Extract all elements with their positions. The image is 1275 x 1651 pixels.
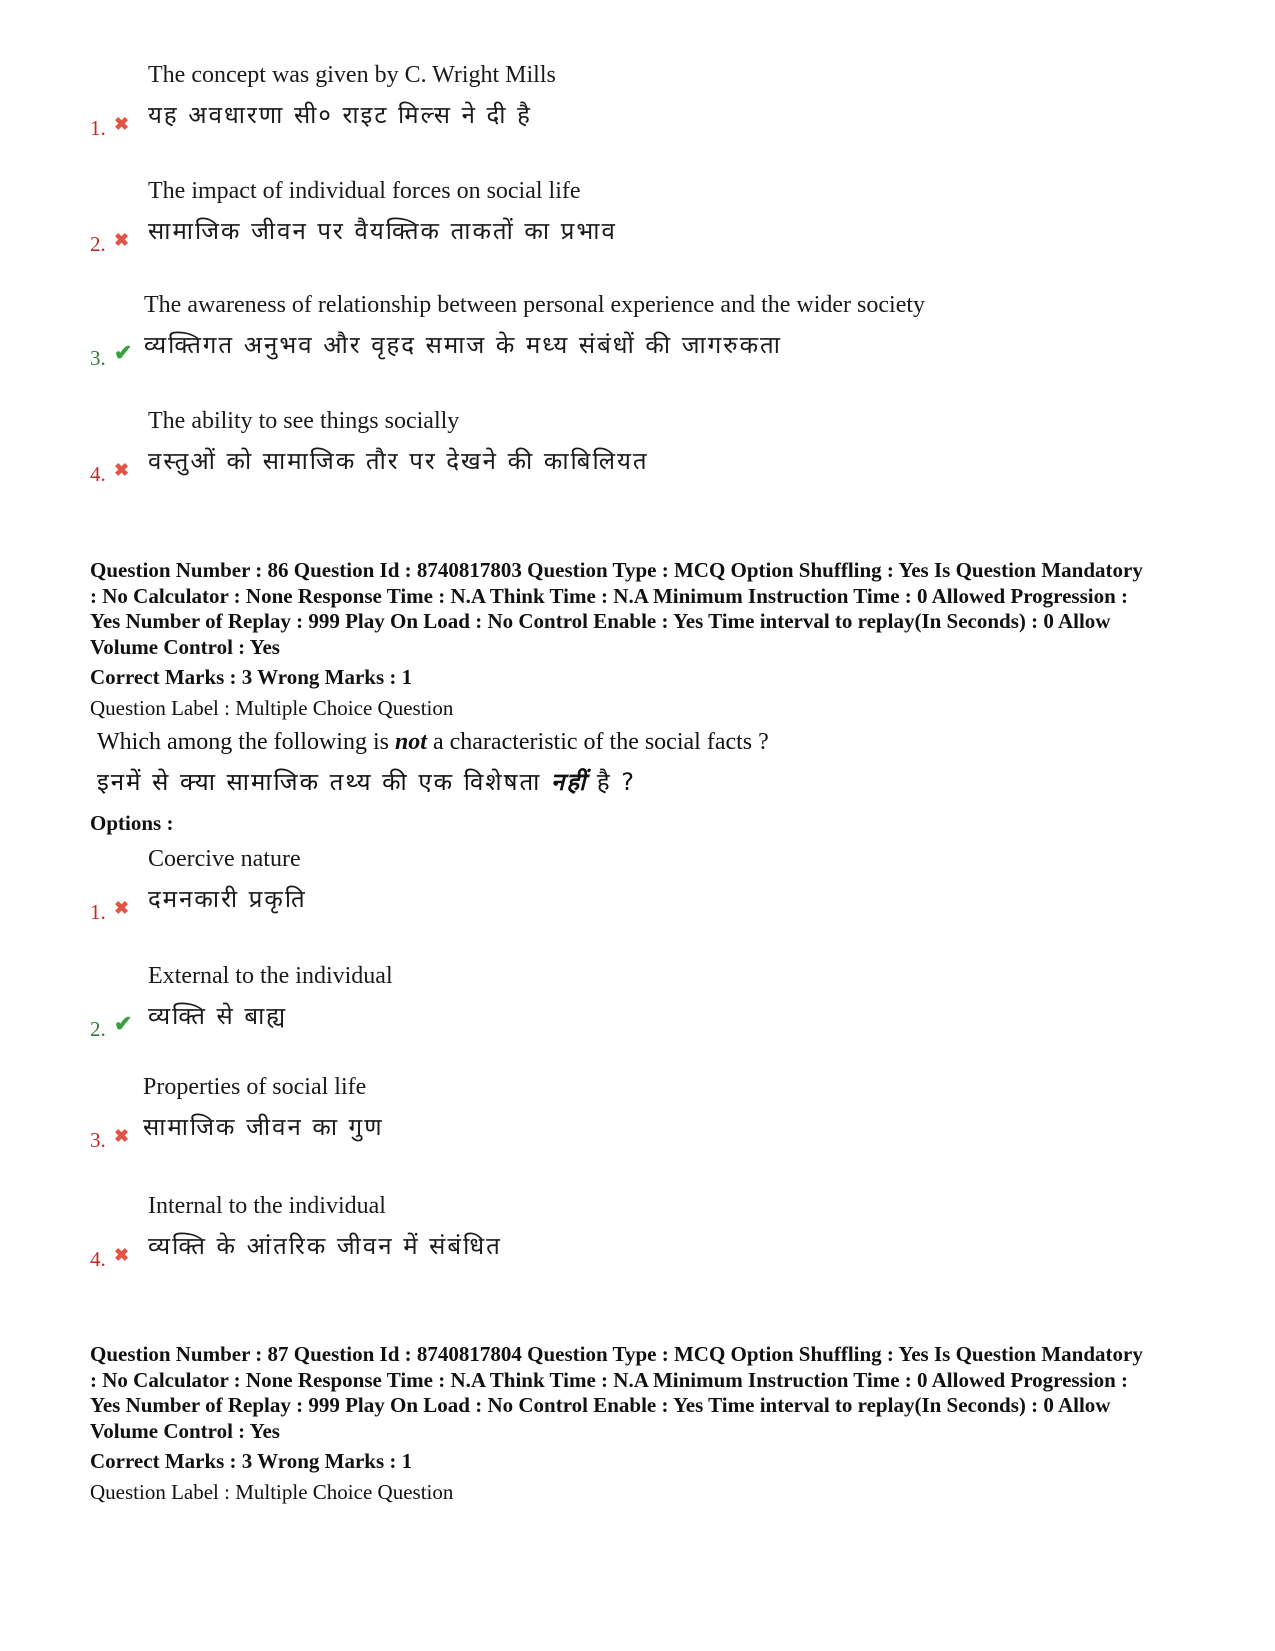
option-number: 1.: [90, 116, 106, 140]
option-text-en: The concept was given by C. Wright Mills: [148, 62, 556, 88]
option-text-en: The impact of individual forces on social life: [148, 178, 581, 204]
wrong-mark-icon: ✖: [114, 460, 130, 480]
option-number: 3.: [90, 1128, 106, 1152]
question-text-part: है ?: [587, 768, 637, 796]
question-text-hi: [97, 765, 636, 798]
marks-info: Correct Marks : 3 Wrong Marks : 1: [90, 1449, 413, 1473]
marks-info: Correct Marks : 3 Wrong Marks : 1: [90, 665, 413, 689]
option-row: [90, 846, 1190, 946]
question-emphasis: not: [394, 729, 427, 755]
option-text-hi: यह अवधारणा सी० राइट मिल्स ने दी है: [148, 101, 532, 129]
options-heading: Options :: [90, 811, 174, 835]
question-text-part: a characteristic of the social facts ?: [426, 729, 769, 755]
question-metadata: Question Number : 86 Question Id : 8740817803 Question Type : MCQ Option Shuffling : Yes Is Question Mandatory : No Calculator : None Response Time : N.A Think Time : N.A Minimum Instruction Time : 0 Allowed Progression : Yes Number of Replay : 999 Play On Load : No Control Enable : Yes Time interval to replay(In Seconds) : 0 Allow Volume Control : Yes: [90, 558, 1143, 659]
question-label: Question Label : Multiple Choice Question: [90, 1480, 454, 1504]
option-row: [90, 292, 1190, 392]
question-text-part: Which among the following is: [97, 729, 395, 755]
option-row: [90, 1193, 1190, 1293]
option-text-hi: व्यक्ति के आंतरिक जीवन में संबंधित: [148, 1232, 502, 1260]
option-row: [90, 62, 1190, 162]
option-row: [90, 1074, 1190, 1174]
wrong-mark-icon: ✖: [114, 230, 130, 250]
wrong-mark-icon: ✖: [114, 1245, 130, 1265]
option-row: [90, 408, 1190, 508]
option-number: 3.: [90, 346, 106, 370]
option-number: 4.: [90, 1247, 106, 1271]
option-text-en: The awareness of relationship between personal experience and the wider society: [144, 292, 926, 318]
option-text-hi: वस्तुओं को सामाजिक तौर पर देखने की काबिलियत: [148, 447, 649, 475]
option-text-hi: दमनकारी प्रकृति: [148, 885, 307, 913]
option-text-en: The ability to see things socially: [148, 408, 460, 434]
option-text-hi: सामाजिक जीवन का गुण: [143, 1113, 384, 1141]
question-text-en: [97, 729, 769, 756]
option-row: [90, 963, 1190, 1063]
wrong-mark-icon: ✖: [114, 114, 130, 134]
option-row: [90, 178, 1190, 278]
option-text-en: Internal to the individual: [148, 1193, 386, 1219]
option-text-en: Properties of social life: [143, 1074, 367, 1100]
wrong-mark-icon: ✖: [114, 898, 130, 918]
option-text-hi: सामाजिक जीवन पर वैयक्तिक ताकतों का प्रभाव: [148, 217, 617, 245]
option-number: 2.: [90, 1017, 106, 1041]
option-number: 1.: [90, 900, 106, 924]
question-label: Question Label : Multiple Choice Question: [90, 696, 454, 720]
option-number: 2.: [90, 232, 106, 256]
question-text-part: इनमें से क्या सामाजिक तथ्य की एक विशेषता: [97, 768, 552, 796]
correct-check-icon: ✔: [114, 340, 133, 365]
correct-check-icon: ✔: [114, 1011, 133, 1036]
option-number: 4.: [90, 462, 106, 486]
question-emphasis: नहीं: [551, 768, 588, 796]
question-metadata: Question Number : 87 Question Id : 8740817804 Question Type : MCQ Option Shuffling : Yes Is Question Mandatory : No Calculator : None Response Time : N.A Think Time : N.A Minimum Instruction Time : 0 Allowed Progression : Yes Number of Replay : 999 Play On Load : No Control Enable : Yes Time interval to replay(In Seconds) : 0 Allow Volume Control : Yes: [90, 1342, 1143, 1443]
option-text-hi: व्यक्ति से बाह्य: [148, 1002, 288, 1030]
option-text-en: Coercive nature: [148, 846, 301, 872]
option-text-en: External to the individual: [148, 963, 393, 989]
option-text-hi: व्यक्तिगत अनुभव और वृहद समाज के मध्य संबंधों की जागरुकता: [144, 331, 782, 359]
wrong-mark-icon: ✖: [114, 1126, 130, 1146]
